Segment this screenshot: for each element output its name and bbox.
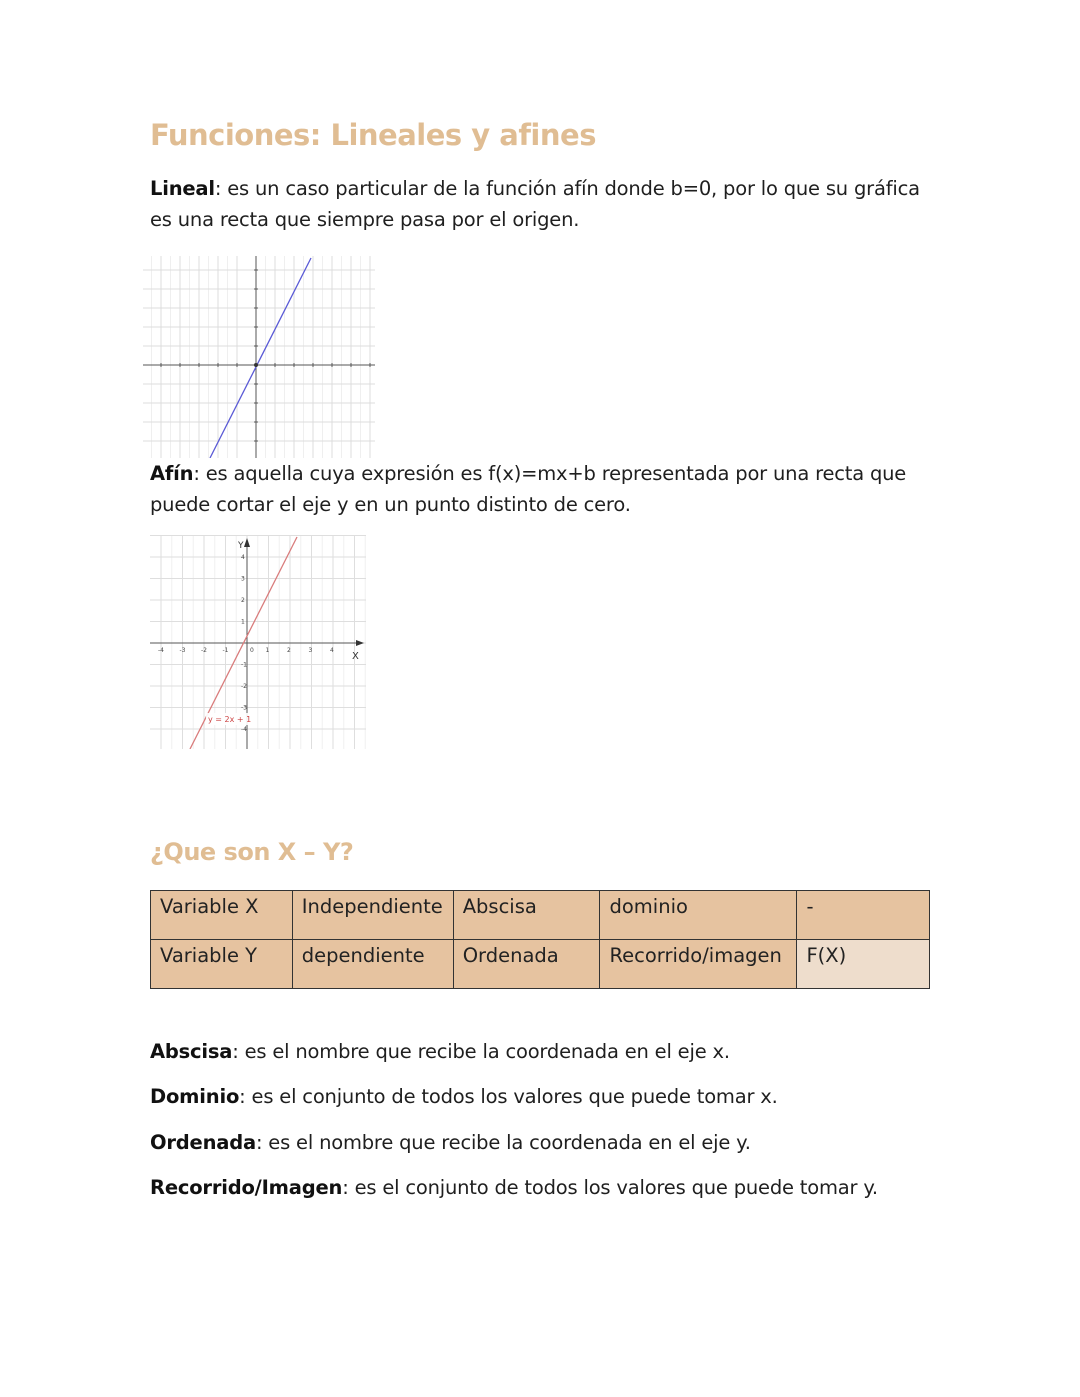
affine-graph-grid [150, 535, 366, 749]
x-tick-label: 0 [250, 647, 254, 654]
affine-function-graph [150, 535, 366, 749]
y-tick-label: -2 [241, 683, 247, 690]
page-title: Funciones: Lineales y afines [150, 118, 596, 152]
linear-graph-grid [143, 256, 375, 458]
affine-graph-x-label: X [352, 651, 359, 662]
xy-table [150, 890, 930, 989]
table-cell: dominio [600, 891, 797, 940]
definition-text: : es el conjunto de todos los valores que puede tomar x. [239, 1085, 778, 1108]
linear-function-graph [143, 256, 375, 458]
affine-graph-x-arrow [356, 640, 364, 646]
y-tick-label: -4 [241, 726, 247, 733]
x-tick-label: 2 [287, 647, 291, 654]
lineal-term: Lineal [150, 177, 215, 200]
afin-paragraph [150, 458, 940, 520]
table-cell: F(X) [797, 940, 930, 989]
y-tick-label: -3 [241, 704, 247, 712]
x-tick-label: 4 [330, 647, 334, 654]
xy-heading: ¿Que son X – Y? [150, 838, 354, 866]
table-cell: Recorrido/imagen [600, 940, 797, 989]
table-cell: - [797, 891, 930, 940]
definition-term: Ordenada [150, 1131, 256, 1154]
x-tick-label: -2 [201, 647, 207, 654]
definition-term: Abscisa [150, 1040, 233, 1063]
lineal-text: : es un caso particular de la función afín donde b=0, por lo que su gráfica es una recta que siempre pasa por el origen. [150, 177, 920, 231]
linear-graph-line [210, 258, 311, 458]
definition-abscisa [150, 1039, 730, 1065]
x-tick-label: -4 [158, 647, 164, 654]
definition-recorrido [150, 1175, 878, 1201]
affine-graph-y-label: Y [238, 541, 244, 551]
table-cell: Variable Y [151, 940, 293, 989]
affine-graph-y-arrow [244, 538, 250, 547]
x-tick-label: -1 [222, 647, 229, 654]
table-cell: Ordenada [453, 940, 600, 989]
definition-term: Dominio [150, 1085, 240, 1108]
table-cell: dependiente [292, 940, 453, 989]
definition-text: : es el nombre que recibe la coordenada en el eje x. [232, 1040, 730, 1063]
table-row [151, 891, 930, 940]
y-tick-label: 2 [241, 597, 245, 604]
table-cell: Variable X [151, 891, 293, 940]
lineal-paragraph [150, 173, 940, 235]
x-tick-label: -3 [179, 647, 186, 654]
y-tick-label: 3 [241, 575, 245, 583]
x-tick-label: 1 [265, 647, 270, 654]
definition-dominio [150, 1084, 778, 1110]
table-cell: Abscisa [453, 891, 600, 940]
afin-term: Afín [150, 462, 194, 485]
y-tick-label: -1 [241, 661, 247, 669]
definition-text: : es el conjunto de todos los valores que puede tomar y. [342, 1176, 878, 1199]
definition-text: : es el nombre que recibe la coordenada en el eje y. [255, 1131, 751, 1154]
afin-text: : es aquella cuya expresión es f(x)=mx+b representada por una recta que puede cortar el eje y en un punto distinto de cero. [150, 462, 907, 516]
y-tick-label: 1 [241, 618, 245, 626]
y-tick-label: 4 [241, 554, 245, 561]
definition-ordenada [150, 1130, 751, 1156]
table-cell: Independiente [292, 891, 453, 940]
definition-term: Recorrido/Imagen [150, 1176, 343, 1199]
x-tick-label: 3 [308, 647, 313, 654]
affine-graph-equation-label: y = 2x + 1 [208, 715, 252, 724]
linear-graph-origin-point [254, 363, 258, 367]
table-row [151, 940, 930, 989]
